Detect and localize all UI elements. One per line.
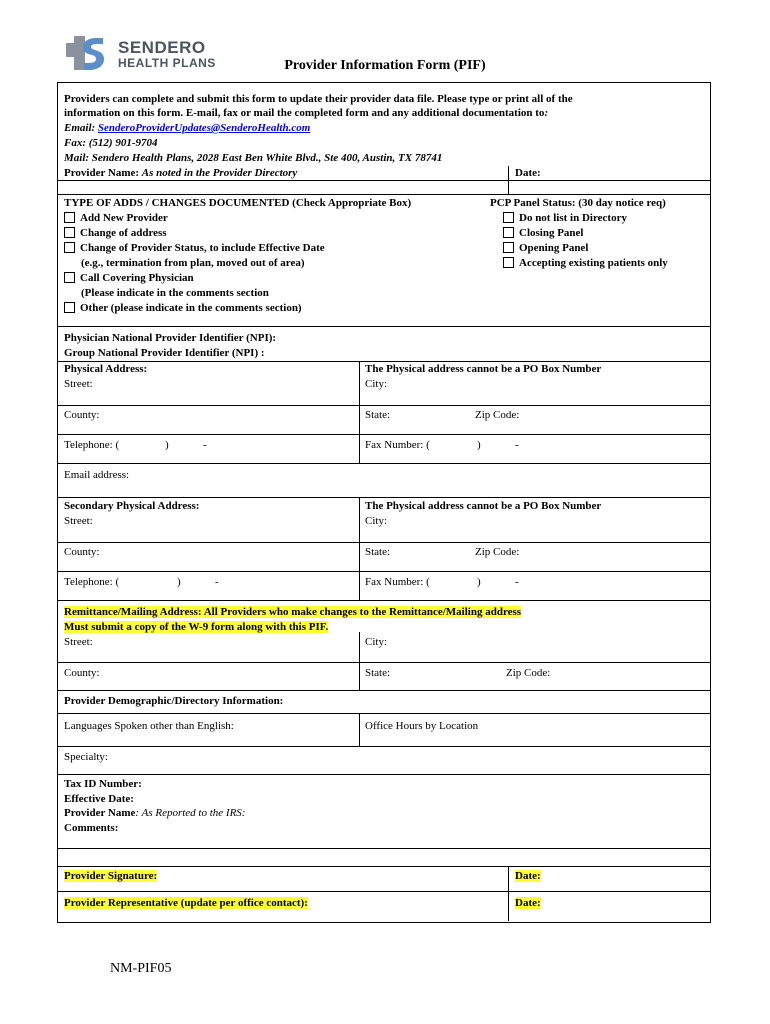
secondary-telephone-field[interactable]: Telephone: (: [64, 576, 120, 588]
provider-signature-label: Provider Signature:: [64, 870, 158, 882]
irs-provider-name-field[interactable]: [64, 806, 245, 820]
checkbox-closing-panel[interactable]: [503, 226, 583, 240]
signature-date-label: Date:: [515, 870, 541, 882]
divider: [359, 497, 360, 600]
signature-date-field[interactable]: [515, 869, 541, 883]
secondary-state-field[interactable]: State:: [365, 546, 391, 558]
physician-npi-field[interactable]: Physician National Provider Identifier (NPI):: [64, 332, 277, 344]
provider-name-field[interactable]: [64, 166, 297, 180]
divider: [508, 866, 509, 921]
tax-id-field[interactable]: Tax ID Number:: [64, 778, 142, 790]
checkbox-icon[interactable]: [64, 272, 75, 283]
email-label: Email:: [64, 122, 98, 134]
checkbox-other[interactable]: [64, 301, 302, 315]
secondary-fax-dash: -: [515, 576, 519, 588]
divider: [57, 326, 710, 327]
checkbox-change-of-status[interactable]: [64, 241, 325, 255]
intro-email: [64, 121, 310, 135]
divider: [57, 600, 710, 601]
physical-fax-close: ): [477, 439, 481, 451]
divider: [359, 632, 360, 690]
remittance-w9-note: [64, 620, 328, 634]
secondary-city-field[interactable]: City:: [365, 515, 388, 527]
checkbox-label: Accepting existing patients only: [519, 257, 668, 269]
physical-telephone-field[interactable]: [64, 438, 119, 452]
email-link[interactable]: SenderoProviderUpdates@SenderoHealth.com: [97, 122, 311, 134]
divider: [57, 463, 710, 464]
remittance-zip-field[interactable]: Zip Code:: [506, 667, 551, 679]
physical-city-field[interactable]: City:: [365, 378, 388, 390]
divider: [359, 713, 360, 746]
remittance-state-field[interactable]: State:: [365, 667, 391, 679]
checkbox-icon[interactable]: [503, 212, 514, 223]
demographic-heading: Provider Demographic/Directory Information:: [64, 695, 284, 707]
divider: [508, 166, 509, 194]
languages-field[interactable]: Languages Spoken other than English:: [64, 720, 234, 732]
physical-fax-field[interactable]: Fax Number: (: [365, 439, 430, 451]
secondary-telephone-dash: -: [215, 576, 219, 588]
date-field[interactable]: Date:: [515, 167, 541, 179]
comments-field[interactable]: Comments:: [64, 822, 119, 834]
checkbox-label: Do not list in Directory: [519, 212, 627, 224]
divider: [57, 405, 710, 406]
office-hours-field[interactable]: Office Hours by Location: [365, 720, 479, 732]
page-title: Provider Information Form (PIF): [284, 58, 486, 73]
checkbox-label: Change of address: [80, 227, 167, 239]
secondary-fax-field[interactable]: Fax Number: (: [365, 576, 430, 588]
secondary-zip-field[interactable]: Zip Code:: [475, 546, 520, 558]
intro-line-2: [64, 106, 548, 120]
checkbox-do-not-list[interactable]: [503, 211, 627, 225]
logo-name: SENDERO: [118, 38, 206, 57]
checkbox-label: Other (please indicate in the comments section): [80, 302, 302, 314]
remittance-heading-text: Remittance/Mailing Address: All Providers who make changes to the Remittance/Mailing address: [64, 606, 522, 618]
provider-representative-label: Provider Representative (update per office contact):: [64, 897, 308, 909]
checkbox-label: Closing Panel: [519, 227, 584, 239]
physical-county-field[interactable]: County:: [64, 409, 100, 421]
email-address-field[interactable]: Email address:: [64, 469, 130, 481]
divider: [57, 848, 710, 849]
intro-mail: Mail: Sendero Health Plans, 2028 East Ben White Blvd., Ste 400, Austin, TX 78741: [64, 152, 443, 164]
divider: [57, 774, 710, 775]
checkbox-label: Call Covering Physician: [80, 272, 194, 284]
checkbox-icon[interactable]: [503, 257, 514, 268]
checkbox-change-of-address[interactable]: [64, 226, 167, 240]
divider: [57, 571, 710, 572]
divider: [57, 662, 710, 663]
divider: [57, 194, 710, 195]
checkbox-label: Opening Panel: [519, 242, 589, 254]
checkbox-add-new-provider[interactable]: [64, 211, 168, 225]
divider: [57, 180, 710, 181]
remittance-heading: [64, 605, 521, 619]
remittance-city-field[interactable]: City:: [365, 636, 388, 648]
secondary-telephone-close: ): [177, 576, 181, 588]
divider: [57, 542, 710, 543]
checkbox-icon[interactable]: [64, 242, 75, 253]
remittance-county-field[interactable]: County:: [64, 667, 100, 679]
secondary-street-field[interactable]: Street:: [64, 515, 93, 527]
divider: [57, 866, 710, 867]
provider-signature-field[interactable]: [64, 869, 157, 883]
divider: [57, 713, 710, 714]
provider-name-note: As noted in the Provider Directory: [141, 167, 298, 179]
specialty-field[interactable]: Specialty:: [64, 751, 108, 763]
checkbox-icon[interactable]: [503, 227, 514, 238]
irs-provider-name-label: Provider Name: [64, 807, 136, 819]
pcp-panel-heading: PCP Panel Status: (30 day notice req): [490, 197, 666, 209]
remittance-street-field[interactable]: Street:: [64, 636, 93, 648]
group-npi-field[interactable]: Group National Provider Identifier (NPI) :: [64, 347, 265, 359]
physical-zip-field[interactable]: Zip Code:: [475, 409, 520, 421]
intro-line-2-text: information on this form. E-mail, fax or mail the completed form and any additional documentation to: [64, 107, 545, 119]
divider: [57, 746, 710, 747]
physical-address-heading: Physical Address:: [64, 363, 148, 375]
checkbox-call-covering-physician[interactable]: [64, 271, 194, 285]
intro-line-1: Providers can complete and submit this form to update their provider data file. Please type or print all of the: [64, 93, 573, 105]
checkbox-icon[interactable]: [64, 212, 75, 223]
checkbox-opening-panel[interactable]: [503, 241, 588, 255]
logo-subname: HEALTH PLANS: [118, 56, 216, 70]
divider: [359, 361, 360, 463]
remittance-w9-text: Must submit a copy of the W-9 form along with this PIF.: [64, 621, 329, 633]
divider: [57, 891, 710, 892]
physical-state-field[interactable]: State:: [365, 409, 391, 421]
provider-name-label: Provider Name:: [64, 167, 142, 179]
irs-provider-name-note: : As Reported to the IRS:: [135, 807, 246, 819]
intro-fax: Fax: (512) 901-9704: [64, 137, 158, 149]
physical-street-field[interactable]: Street:: [64, 378, 93, 390]
effective-date-field[interactable]: Effective Date:: [64, 793, 134, 805]
form-code: NM-PIF05: [110, 961, 172, 976]
secondary-po-note: The Physical address cannot be a PO Box Number: [365, 500, 602, 512]
physical-telephone-close: ): [165, 439, 169, 451]
checkbox-icon[interactable]: [503, 242, 514, 253]
physical-po-note: The Physical address cannot be a PO Box Number: [365, 363, 602, 375]
status-note: (e.g., termination from plan, moved out of area): [81, 257, 305, 269]
divider: [57, 497, 710, 498]
divider: [57, 690, 710, 691]
secondary-county-field[interactable]: County:: [64, 546, 100, 558]
secondary-fax-close: ): [477, 576, 481, 588]
type-of-adds-heading: TYPE OF ADDS / CHANGES DOCUMENTED (Check Appropriate Box): [64, 197, 412, 209]
checkbox-icon[interactable]: [64, 227, 75, 238]
telephone-label: Telephone: (: [64, 439, 120, 451]
intro-line-2-colon: :: [544, 107, 549, 119]
divider: [57, 434, 710, 435]
representative-date-field[interactable]: [515, 896, 541, 910]
provider-representative-field[interactable]: [64, 896, 308, 910]
physical-telephone-dash: -: [203, 439, 207, 451]
checkbox-label: Add New Provider: [80, 212, 168, 224]
secondary-address-heading: Secondary Physical Address:: [64, 500, 200, 512]
representative-date-label: Date:: [515, 897, 541, 909]
checkbox-icon[interactable]: [64, 302, 75, 313]
covering-note: (Please indicate in the comments section: [81, 287, 269, 299]
checkbox-accepting-existing[interactable]: [503, 256, 668, 270]
checkbox-label: Change of Provider Status, to include Effective Date: [80, 242, 325, 254]
physical-fax-dash: -: [515, 439, 519, 451]
